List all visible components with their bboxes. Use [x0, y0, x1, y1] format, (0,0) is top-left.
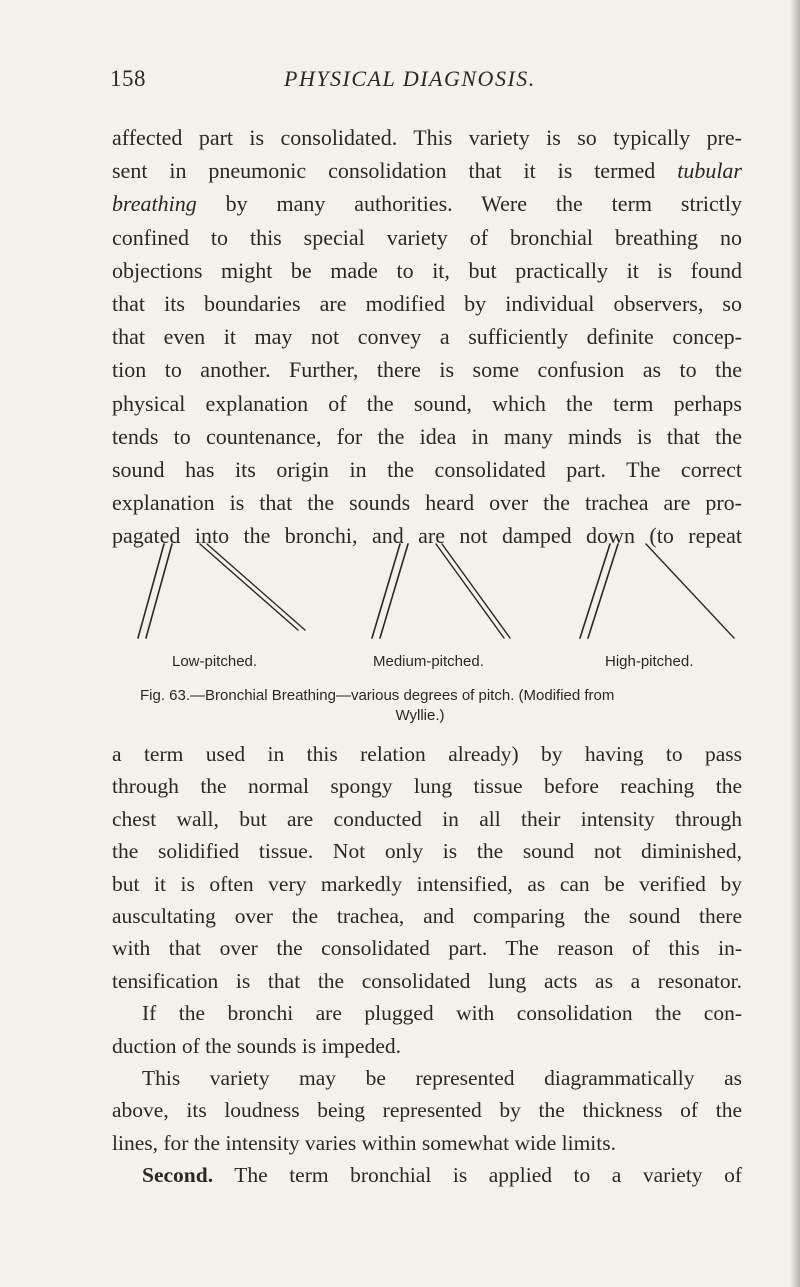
- figure-63: [130, 538, 740, 678]
- pitch-diagram: [130, 538, 740, 648]
- text-line: affected part is consolidated. This variety is so typically pre-: [112, 125, 742, 150]
- italic-term-breathing: breathing: [112, 191, 197, 217]
- text-line: auscultating over the trachea, and comparing the sound there: [112, 903, 742, 928]
- low-inspiration-line-1: [138, 544, 164, 638]
- text-span: sent in pneumonic consolidation that it is termed: [112, 158, 678, 184]
- text-line: [112, 154, 742, 187]
- page-edge-shadow: [790, 0, 800, 1287]
- page-number: 158: [110, 66, 146, 91]
- text-line: but it is often very markedly intensified, as can be verified by: [112, 871, 742, 896]
- text-line: pagated into the bronchi, and are not damped down (to repeat: [112, 523, 742, 549]
- medium-expiration-line-2: [442, 544, 510, 638]
- paragraph-2: [112, 738, 742, 1191]
- text-line: duction of the sounds is impeded.: [112, 1033, 402, 1058]
- running-title: PHYSICAL DIAGNOSIS.: [284, 66, 536, 91]
- high-inspiration-line-1: [580, 544, 610, 638]
- label-high-pitched: High-pitched.: [605, 653, 694, 670]
- text-span: by many authorities. Were the term strictly: [196, 191, 742, 217]
- text-line: [112, 1159, 742, 1191]
- text-line: lines, for the intensity varies within somewhat wide limits.: [112, 1130, 616, 1155]
- text-line: a term used in this relation already) by having to pass: [112, 742, 742, 766]
- text-line: confined to this special variety of bronchial breathing no: [112, 224, 742, 250]
- text-line: with that over the consolidated part. The reason of this in-: [112, 936, 742, 961]
- low-expiration-line: [200, 544, 298, 630]
- text-line: tends to countenance, for the idea in many minds is that the: [112, 423, 742, 449]
- paragraph-1: [112, 121, 742, 552]
- text-line: through the normal spongy lung tissue before reaching the: [112, 774, 742, 799]
- medium-expiration-line: [436, 544, 504, 638]
- italic-term-tubular: tubular: [677, 158, 742, 184]
- text-line: This variety may be represented diagrammatically as: [142, 1065, 742, 1090]
- text-line: tensification is that the consolidated lung acts as a resonator.: [112, 968, 742, 993]
- high-expiration-line: [646, 544, 734, 638]
- text-line: sound has its origin in the consolidated part. The correct: [112, 456, 742, 482]
- section-heading-second: Second.: [142, 1163, 214, 1188]
- text-line: tion to another. Further, there is some confusion as to the: [112, 357, 742, 383]
- low-expiration-line-2: [207, 544, 305, 630]
- figure-caption: [140, 686, 720, 726]
- page-header: [110, 66, 750, 100]
- text-line: physical explanation of the sound, which the term perhaps: [112, 390, 742, 416]
- text-line: that its boundaries are modified by individual observers, so: [112, 290, 742, 316]
- high-inspiration-line-2: [588, 544, 618, 638]
- label-medium-pitched: Medium-pitched.: [373, 653, 484, 670]
- text-line: above, its loudness being represented by the thickness of the: [112, 1098, 742, 1123]
- text-line: the solidified tissue. Not only is the sound not diminished,: [112, 839, 742, 864]
- text-line: If the bronchi are plugged with consolidation the con-: [142, 1001, 742, 1026]
- text-line: explanation is that the sounds heard over the trachea are pro-: [112, 490, 742, 516]
- label-low-pitched: Low-pitched.: [172, 653, 258, 670]
- medium-inspiration-line-2: [380, 544, 408, 638]
- medium-inspiration-line-1: [372, 544, 400, 638]
- caption-line: Fig. 63.—Bronchial Breathing—various degrees of pitch. (Modified from: [140, 687, 615, 704]
- caption-line: Wyllie.): [395, 707, 445, 724]
- text-span: The term bronchial is applied to a variety of: [213, 1163, 742, 1188]
- text-line: that even it may not convey a sufficiently definite concep-: [112, 324, 742, 350]
- text-line: objections might be made to it, but practically it is found: [112, 257, 742, 283]
- text-line: chest wall, but are conducted in all their intensity through: [112, 806, 742, 831]
- low-inspiration-line-2: [146, 544, 172, 638]
- text-line: [112, 187, 742, 220]
